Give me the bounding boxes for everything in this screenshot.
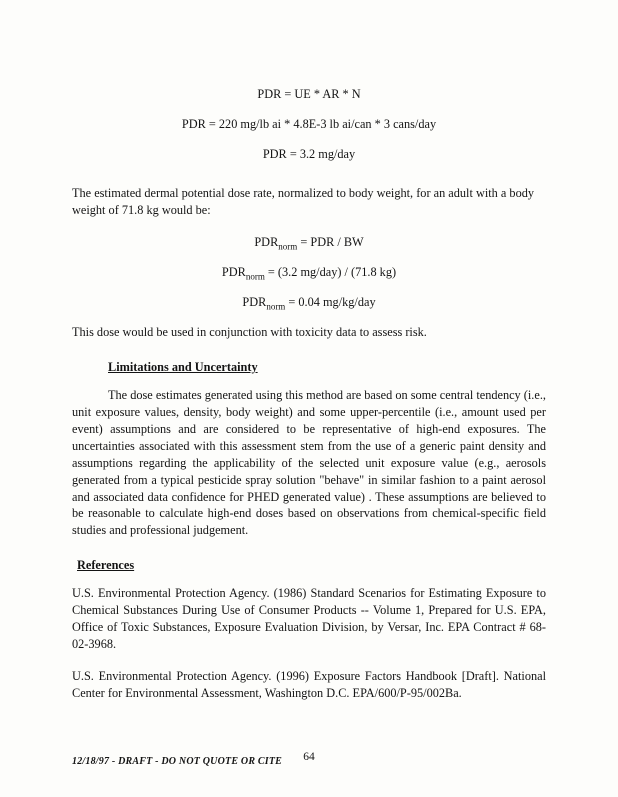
equation-pdrnorm-result (72, 294, 546, 311)
heading-references: References (77, 558, 135, 573)
equation-rest: = (3.2 mg/day) / (71.8 kg) (264, 264, 397, 279)
equation-base: PDR (254, 234, 279, 249)
reference-entry-1996: U.S. Environmental Protection Agency. (1996) Exposure Factors Handbook [Draft]. National Center for Environmental Assessment, Washington D.C. EPA/600/P-95/002Ba. (72, 669, 546, 701)
equation-pdrnorm-general (72, 234, 546, 251)
equation-subscript: norm (278, 241, 298, 252)
footer-draft-notice: 12/18/97 - DRAFT - DO NOT QUOTE OR CITE (72, 756, 283, 767)
equation-subscript: norm (266, 301, 286, 312)
page-number: 64 (303, 751, 315, 763)
equation-pdr-result: PDR = 3.2 mg/day (262, 146, 356, 161)
equation-pdr-values: PDR = 220 mg/lb ai * 4.8E-3 lb ai/can * 3 cans/day (181, 116, 437, 131)
equation-rest: = 0.04 mg/kg/day (285, 294, 376, 309)
page-footer (0, 749, 618, 767)
equation-rest: = PDR / BW (297, 234, 364, 249)
paragraph-dose-use: This dose would be used in conjunction with toxicity data to assess risk. (72, 324, 427, 339)
equation-pdrnorm-values (72, 264, 546, 281)
equation-base: PDR (221, 264, 246, 279)
equation-base: PDR (242, 294, 267, 309)
reference-entry-1986: U.S. Environmental Protection Agency. (1986) Standard Scenarios for Estimating Exposure to Chemical Substances During Use of Consumer Products -- Volume 1, Prepared for U.S. EPA, Office of Toxic Substances, Exposure Evaluation Division, by Versar, Inc. EPA Contract # 68-02-3968. (72, 586, 546, 652)
heading-limitations-and-uncertainty: Limitations and Uncertainty (108, 359, 258, 374)
paragraph-limitations: The dose estimates generated using this method are based on some central tendency (i.e., unit exposure values, density, body weight) and some upper-percentile (i.e., amount used per event) assumptions and are considered to be representative of high-end exposures. The uncertainties associated with this assessment stem from the use of a generic paint density and assumptions regarding the applicability of the selected unit exposure value (e.g., aerosols generated from a typical pesticide spray solution "behave" in similar fashion to a paint aerosol and associated data confidence for PHED generated value) . These assumptions are believed to be reasonable to calculate high-end doses based on observations from chemical-specific field studies and professional judgement. (72, 387, 546, 538)
equation-pdr-general: PDR = UE * AR * N (257, 87, 361, 101)
paragraph-normalized-dose: The estimated dermal potential dose rate, normalized to body weight, for an adult with a body weight of 71.8 kg would be: (72, 185, 535, 217)
equation-subscript: norm (245, 271, 265, 282)
